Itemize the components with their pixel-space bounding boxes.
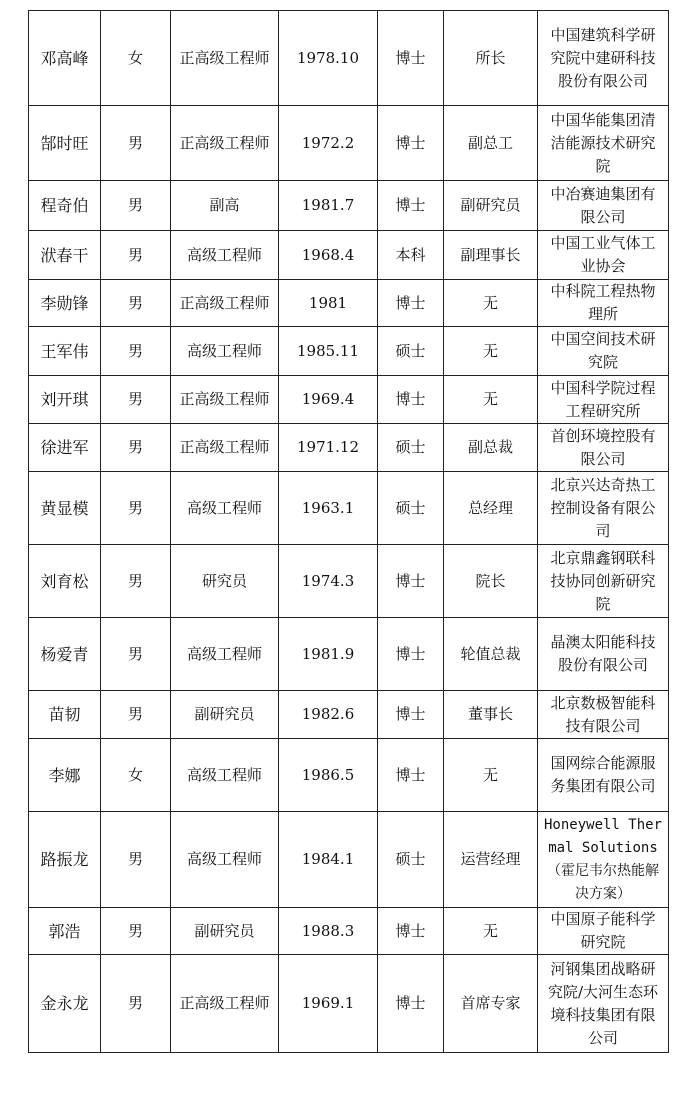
birth-date-cell: 1981 xyxy=(279,280,378,327)
degree-cell: 硕士 xyxy=(378,327,444,376)
degree-cell: 博士 xyxy=(378,181,444,231)
title-cell: 正高级工程师 xyxy=(171,376,279,424)
table-row xyxy=(29,11,669,106)
table-row xyxy=(29,106,669,181)
birth-date-cell: 1981.7 xyxy=(279,181,378,231)
gender-cell: 男 xyxy=(101,106,171,181)
title-cell: 高级工程师 xyxy=(171,739,279,812)
title-cell: 高级工程师 xyxy=(171,327,279,376)
title-cell: 高级工程师 xyxy=(171,618,279,691)
name-cell: 杨爱青 xyxy=(29,618,101,691)
position-cell: 无 xyxy=(444,739,538,812)
gender-cell: 男 xyxy=(101,908,171,955)
birth-date-cell: 1971.12 xyxy=(279,424,378,472)
degree-cell: 博士 xyxy=(378,11,444,106)
organization-cell: 北京鼎鑫钢联科技协同创新研究院 xyxy=(538,545,669,618)
title-cell: 正高级工程师 xyxy=(171,280,279,327)
table-row xyxy=(29,181,669,231)
name-cell: 郜时旺 xyxy=(29,106,101,181)
gender-cell: 女 xyxy=(101,11,171,106)
organization-cell: 晶澳太阳能科技股份有限公司 xyxy=(538,618,669,691)
gender-cell: 男 xyxy=(101,376,171,424)
position-cell: 无 xyxy=(444,327,538,376)
organization-cell: 中冶赛迪集团有限公司 xyxy=(538,181,669,231)
name-cell: 刘开琪 xyxy=(29,376,101,424)
gender-cell: 男 xyxy=(101,955,171,1053)
table-body xyxy=(29,11,669,1053)
organization-cell: 中国空间技术研究院 xyxy=(538,327,669,376)
organization-cell: 中国华能集团清洁能源技术研究院 xyxy=(538,106,669,181)
name-cell: 李娜 xyxy=(29,739,101,812)
expert-table xyxy=(28,10,669,1053)
position-cell: 副研究员 xyxy=(444,181,538,231)
degree-cell: 博士 xyxy=(378,908,444,955)
title-cell: 正高级工程师 xyxy=(171,11,279,106)
name-cell: 洑春干 xyxy=(29,231,101,280)
position-cell: 无 xyxy=(444,908,538,955)
birth-date-cell: 1968.4 xyxy=(279,231,378,280)
name-cell: 刘育松 xyxy=(29,545,101,618)
birth-date-cell: 1969.4 xyxy=(279,376,378,424)
position-cell: 运营经理 xyxy=(444,812,538,908)
degree-cell: 博士 xyxy=(378,955,444,1053)
gender-cell: 男 xyxy=(101,812,171,908)
degree-cell: 博士 xyxy=(378,280,444,327)
title-cell: 高级工程师 xyxy=(171,812,279,908)
organization-cell: 中国工业气体工业协会 xyxy=(538,231,669,280)
table-row xyxy=(29,280,669,327)
degree-cell: 博士 xyxy=(378,545,444,618)
birth-date-cell: 1972.2 xyxy=(279,106,378,181)
birth-date-cell: 1982.6 xyxy=(279,691,378,739)
organization-cell: 国网综合能源服务集团有限公司 xyxy=(538,739,669,812)
birth-date-cell: 1963.1 xyxy=(279,472,378,545)
gender-cell: 男 xyxy=(101,181,171,231)
table-row xyxy=(29,424,669,472)
position-cell: 无 xyxy=(444,280,538,327)
table-row xyxy=(29,739,669,812)
position-cell: 所长 xyxy=(444,11,538,106)
birth-date-cell: 1985.11 xyxy=(279,327,378,376)
gender-cell: 男 xyxy=(101,691,171,739)
birth-date-cell: 1981.9 xyxy=(279,618,378,691)
degree-cell: 硕士 xyxy=(378,424,444,472)
title-cell: 副研究员 xyxy=(171,908,279,955)
gender-cell: 男 xyxy=(101,280,171,327)
position-cell: 副总工 xyxy=(444,106,538,181)
organization-cell: 中国建筑科学研究院中建研科技股份有限公司 xyxy=(538,11,669,106)
name-cell: 黄显模 xyxy=(29,472,101,545)
table-row xyxy=(29,376,669,424)
title-cell: 正高级工程师 xyxy=(171,955,279,1053)
organization-cell: 北京数极智能科技有限公司 xyxy=(538,691,669,739)
table-row xyxy=(29,231,669,280)
table-row xyxy=(29,812,669,908)
name-cell: 王军伟 xyxy=(29,327,101,376)
birth-date-cell: 1974.3 xyxy=(279,545,378,618)
position-cell: 副总裁 xyxy=(444,424,538,472)
title-cell: 副高 xyxy=(171,181,279,231)
name-cell: 郭浩 xyxy=(29,908,101,955)
degree-cell: 硕士 xyxy=(378,812,444,908)
title-cell: 高级工程师 xyxy=(171,231,279,280)
table-row xyxy=(29,955,669,1053)
table-row xyxy=(29,618,669,691)
position-cell: 副理事长 xyxy=(444,231,538,280)
organization-cell: 中科院工程热物理所 xyxy=(538,280,669,327)
organization-cell: 河钢集团战略研究院/大河生态环境科技集团有限公司 xyxy=(538,955,669,1053)
gender-cell: 男 xyxy=(101,545,171,618)
degree-cell: 博士 xyxy=(378,376,444,424)
position-cell: 院长 xyxy=(444,545,538,618)
name-cell: 李勋锋 xyxy=(29,280,101,327)
birth-date-cell: 1988.3 xyxy=(279,908,378,955)
degree-cell: 博士 xyxy=(378,618,444,691)
table-row xyxy=(29,691,669,739)
name-cell: 邓高峰 xyxy=(29,11,101,106)
title-cell: 副研究员 xyxy=(171,691,279,739)
gender-cell: 男 xyxy=(101,618,171,691)
birth-date-cell: 1986.5 xyxy=(279,739,378,812)
organization-cell: 中国科学院过程工程研究所 xyxy=(538,376,669,424)
gender-cell: 男 xyxy=(101,327,171,376)
degree-cell: 博士 xyxy=(378,739,444,812)
table-row xyxy=(29,472,669,545)
name-cell: 金永龙 xyxy=(29,955,101,1053)
organization-cell: 北京兴达奇热工控制设备有限公司 xyxy=(538,472,669,545)
title-cell: 高级工程师 xyxy=(171,472,279,545)
title-cell: 正高级工程师 xyxy=(171,106,279,181)
position-cell: 首席专家 xyxy=(444,955,538,1053)
table-row xyxy=(29,545,669,618)
birth-date-cell: 1969.1 xyxy=(279,955,378,1053)
degree-cell: 博士 xyxy=(378,691,444,739)
title-cell: 研究员 xyxy=(171,545,279,618)
degree-cell: 本科 xyxy=(378,231,444,280)
position-cell: 董事长 xyxy=(444,691,538,739)
organization-cell: 首创环境控股有限公司 xyxy=(538,424,669,472)
degree-cell: 博士 xyxy=(378,106,444,181)
degree-cell: 硕士 xyxy=(378,472,444,545)
position-cell: 总经理 xyxy=(444,472,538,545)
name-cell: 苗韧 xyxy=(29,691,101,739)
name-cell: 程奇伯 xyxy=(29,181,101,231)
organization-cell: Honeywell Thermal Solutions （霍尼韦尔热能解决方案） xyxy=(538,812,669,908)
name-cell: 徐进军 xyxy=(29,424,101,472)
gender-cell: 男 xyxy=(101,424,171,472)
gender-cell: 男 xyxy=(101,231,171,280)
document-page xyxy=(28,10,668,1053)
position-cell: 无 xyxy=(444,376,538,424)
table-row xyxy=(29,908,669,955)
title-cell: 正高级工程师 xyxy=(171,424,279,472)
birth-date-cell: 1984.1 xyxy=(279,812,378,908)
gender-cell: 女 xyxy=(101,739,171,812)
organization-cell: 中国原子能科学研究院 xyxy=(538,908,669,955)
table-row xyxy=(29,327,669,376)
name-cell: 路振龙 xyxy=(29,812,101,908)
birth-date-cell: 1978.10 xyxy=(279,11,378,106)
gender-cell: 男 xyxy=(101,472,171,545)
position-cell: 轮值总裁 xyxy=(444,618,538,691)
